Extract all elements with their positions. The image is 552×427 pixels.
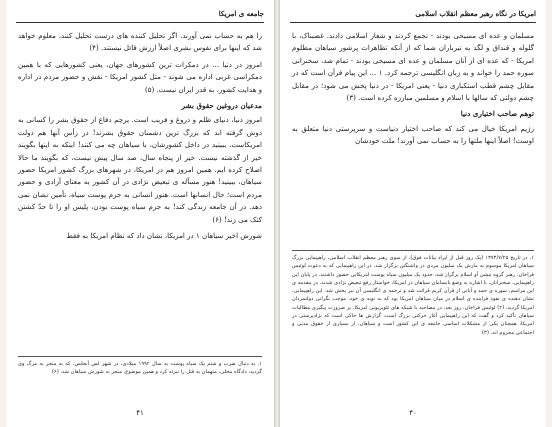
page-header xyxy=(290,8,536,23)
footnote-divider xyxy=(18,356,262,357)
paragraph: رژیم امریکا خیال می کند که صاحب اختیار دنیاست و سرپرستی دنیا متعلق به اوست! اصلاً اینها ملتها را به حساب نمی آورند! ملت خودشان xyxy=(292,123,534,146)
footnote-divider xyxy=(292,250,534,251)
body-text xyxy=(292,30,534,152)
footnote: ۱. به دنبال ضرب و شتم یک سیاه پوست به سال ۱۹۹۲ میلادی، در شهر لس آنجلس، که به منجر به مرگ وی گردید، دادگاه محلی، متهمان به قتل را تبرئه کرد و همین موضوع، منجر به شورش سیاهان شد. (۶) xyxy=(18,361,263,376)
page-number: ۴۰ xyxy=(409,409,417,417)
running-title: جامعه ی امریکا xyxy=(218,9,264,18)
running-title: امریکا در نگاه رهبر معظم انقلاب اسلامی xyxy=(415,9,536,18)
paragraph: را هم به حساب نمی آورند. اگر تحلیل کننده های درست تحلیل کنند، معلوم خواهد شد که اینها برای نفوس بشری اصلاً ارزش قائل نیستند. (۴) xyxy=(18,31,262,53)
paragraph: امروز در دنیا ... در دمکرات ترین کشورهای جهان، یعنی کشورهایی که با همین دمکراسی غربی اداره می شوند - مثل کشور امریکا - نقش و حضور مردم در اداره و هدایت کشور، به قدر ایران نیست. (۵) xyxy=(18,59,262,94)
body-text xyxy=(18,30,262,247)
right-page xyxy=(280,0,546,427)
paragraph: مسلمان و عده ای مسیحی بودند - تجمع کردند و شعار اسلامی دادند. غضبناک، با گلوله و قنداق و لگد به تیرباران شما که از آنکه تظاهرات پرشور سیاهان مظلوم امریکا - که عده ای از آنان مسلمان و عده ای مسیحی بودند - تمام شد، سخنرانی سوره حمد را خواند و به زبان انگلیسی ترجمه کرد. ۱ ... این پیام قرآن است که در مقابل چشم قطب استکباری دنیا - یعنی امریکا - در دنیا پخش می شود؛ در مقابل چشم دولتی که سالها با اسلام و مسلمین مبارزه کرده است. (۳) xyxy=(292,31,534,103)
section-heading: توهم صاحب اختیاری دنیا xyxy=(460,109,534,119)
page-header xyxy=(16,8,264,23)
paragraph: شورش اخیر سیاهان ۱ در امریکا، نشان داد که نظام امریکا به فقط xyxy=(66,231,262,241)
section-heading: مدعیان دروغین حقوق بشر xyxy=(181,101,262,111)
left-page xyxy=(6,0,274,427)
footnote: ۱. در تاریخ ۱۳۷۴/۷/۲۵ (یک روز قبل از ایراد بیانات فوق)، از سوی رهبر معظم انقلاب اسلامی، راهپیمایی بزرگ سیاهان امریکا موسوم به مارش یک میلیون مردی در واشنگتن برگزار شد. در این راهپیمایی که به دعوت لوئیس فراخان، رهبر گروه نیشن آو اسلام برگزار شد، حدود یک میلیون سیاه پوست امریکایی حضور داشتند. در پایان این راهپیمایی، سخنرانان، با اشاره به وضع نابسامان سیاهان در امریکا، خواستار رفع تبعیض نژادی شدند. در مقدمه ی این مراسم، سوره ی حمد و آیاتی از قرآن کریم قرائت شد و ترجمه ی انگلیسی آن نیز پخش شد. این راهپیمایی، نشان دهنده ی نفوذ فزاینده ی اسلام در میان سیاهان امریکا بود که به نوبه ی خود، موجب نگرانی دولتمردان امریکا گردید. (۲) لوئیس فراخان، روز بعد، در مصاحبه با شبکه های تلویزیونی امریکا، بر ضرورت پیگیری مطالبات سیاهان تأکید کرد و گفت که این راهپیمایی آغاز حرکتی بزرگ است. گزارش ها حاکی است که نژادپرستی در امریکا، همچنان یکی از مشکلات اساسی جامعه ی این کشور است و سیاهان، از بسیاری از حقوق مدنی و اجتماعی محروم اند. (۳) xyxy=(292,255,534,336)
paragraph: امروز دنیا، دنیای ظلم و دروغ و فریب است. پرچم دفاع از حقوق بشر را کسانی به دوش گرفته اند که بزرگ ترین دشمنان حقوق بشرند! در رأس آنها هم دولت امریکاست. ببینید در داخل کشورشان، با سیاهان چه می کنند! اینکه به اینها بگویند خیر از گذشته نیست. خیر از پنجاه سال، صد سال پیش نیست، که بگویند ما حالا اصلاح کرده ایم. همین امروز هم در امریکا، در شهرهای بزرگ کشور امریکا حضور سیاهان، ببینید! هنوز مسأله ی تبعیض نژادی در آن کشور به معنای آزادی و حضور مردم است؛ حال انسانها است. هنوز انسانی به جرم پوست سیاه، تأمین نشان نمی دهد. در آن جامعه زندگی کند! به جرم سیاه پوست بودن، پلیس او را تا حدّ کشتن کتک می زند! (۶) xyxy=(18,115,262,224)
page-number: ۴۱ xyxy=(136,409,144,417)
